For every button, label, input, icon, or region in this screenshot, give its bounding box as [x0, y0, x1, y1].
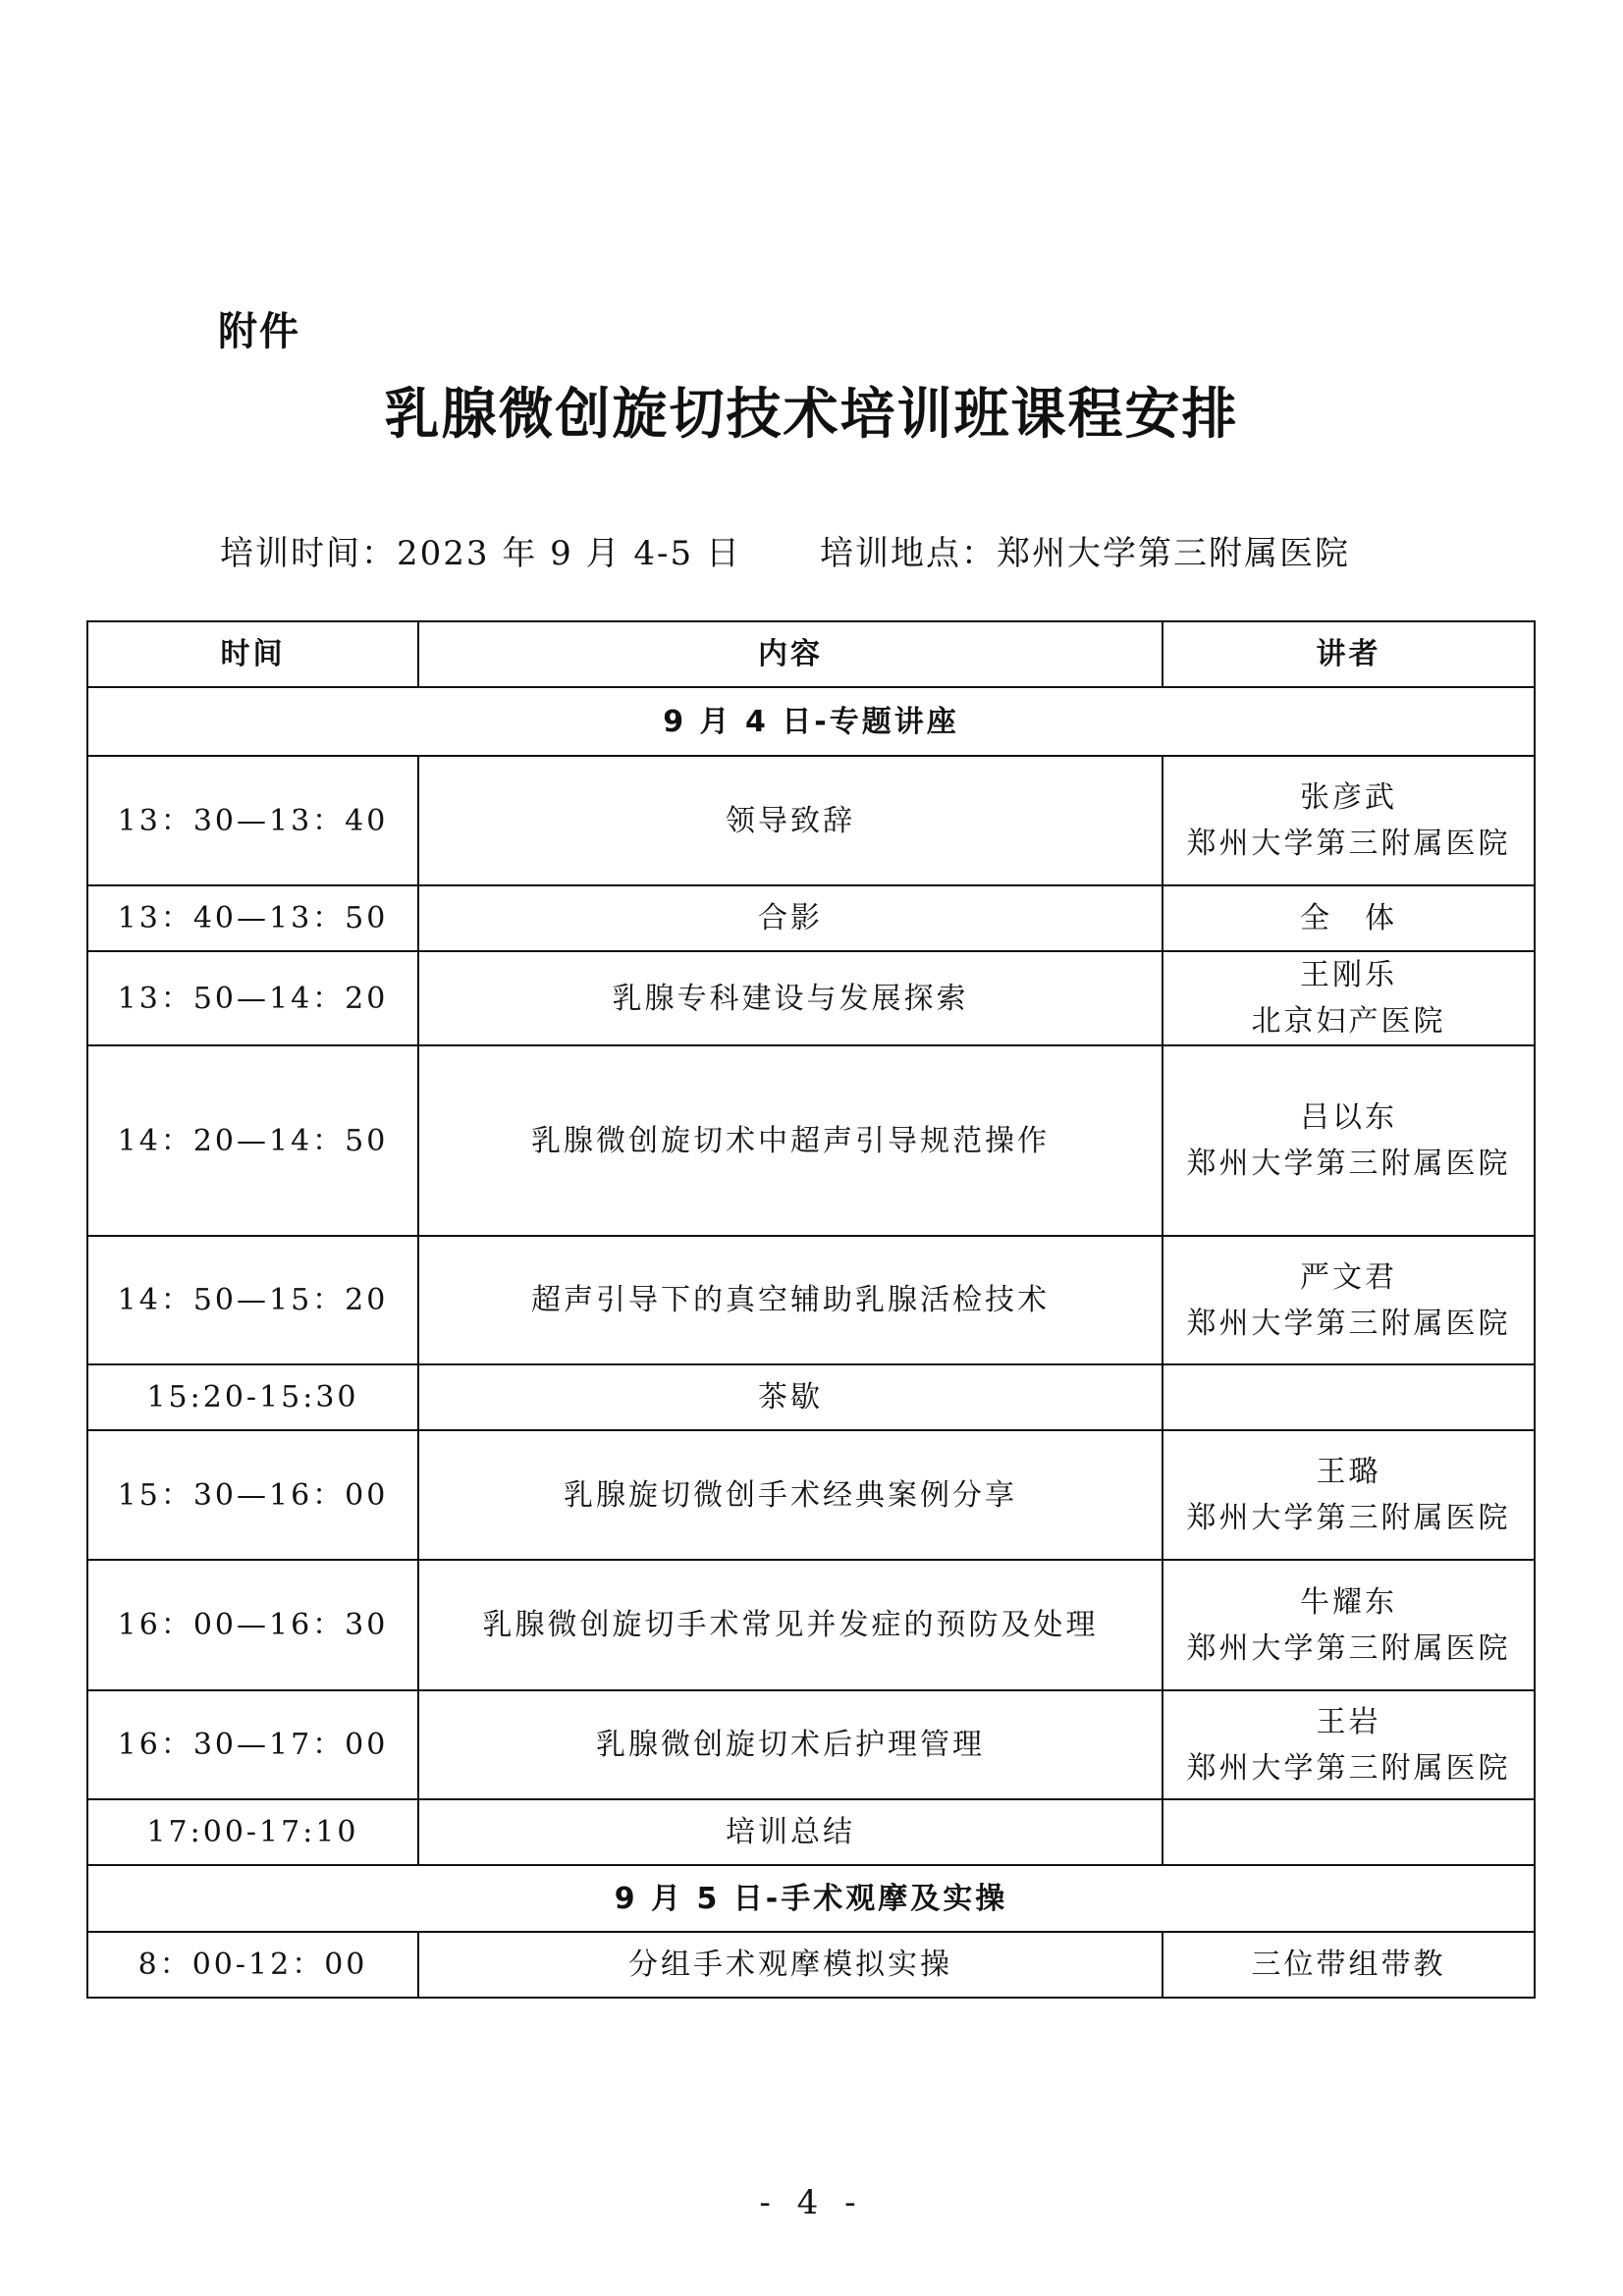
session-speaker [1163, 1236, 1535, 1364]
speaker-name: 吕以东 [1300, 1100, 1397, 1135]
session-speaker [1163, 1799, 1535, 1865]
session-content: 合影 [418, 885, 1163, 951]
speaker-name: 全 体 [1300, 901, 1397, 935]
table-row [87, 756, 1535, 885]
session-speaker [1163, 1932, 1535, 1998]
session-time: 13：40—13：50 [87, 885, 418, 951]
session-time: 15：30—16：00 [87, 1430, 418, 1560]
session-time: 16：00—16：30 [87, 1560, 418, 1690]
session-time: 13：50—14：20 [87, 951, 418, 1045]
session-content: 乳腺微创旋切术中超声引导规范操作 [418, 1045, 1163, 1236]
session-content: 分组手术观摩模拟实操 [418, 1932, 1163, 1998]
table-row [87, 1690, 1535, 1799]
session-content: 乳腺微创旋切手术常见并发症的预防及处理 [418, 1560, 1163, 1690]
table-header-row [87, 621, 1535, 687]
training-time: 培训时间：2023 年 9 月 4-5 日 [220, 534, 741, 573]
session-time: 15:20-15:30 [87, 1364, 418, 1430]
session-content: 领导致辞 [418, 756, 1163, 885]
session-speaker [1163, 885, 1535, 951]
training-meta [220, 526, 1350, 574]
table-row [87, 1560, 1535, 1690]
speaker-affiliation: 郑州大学第三附属医院 [1186, 1147, 1511, 1181]
session-speaker [1163, 1430, 1535, 1560]
table-row [87, 951, 1535, 1045]
table-row [87, 1236, 1535, 1364]
session-content: 茶歇 [418, 1364, 1163, 1430]
table-row [87, 1364, 1535, 1430]
schedule-body [87, 687, 1535, 1998]
section-title: 9 月 4 日-专题讲座 [87, 687, 1535, 756]
table-row [87, 1045, 1535, 1236]
speaker-name: 三位带组带教 [1251, 1948, 1446, 1982]
speaker-name: 严文君 [1300, 1259, 1397, 1295]
session-time: 14：50—15：20 [87, 1236, 418, 1364]
speaker-name: 王岩 [1316, 1704, 1381, 1739]
page-number: - 4 - [759, 2183, 864, 2222]
table-row [87, 885, 1535, 951]
schedule-table [86, 620, 1536, 1999]
session-speaker [1163, 1364, 1535, 1430]
speaker-affiliation: 郑州大学第三附属医院 [1186, 827, 1511, 861]
speaker-affiliation: 郑州大学第三附属医院 [1186, 1750, 1511, 1786]
session-time: 16：30—17：00 [87, 1690, 418, 1799]
session-content: 超声引导下的真空辅助乳腺活检技术 [418, 1236, 1163, 1364]
session-content: 培训总结 [418, 1799, 1163, 1865]
speaker-affiliation: 郑州大学第三附属医院 [1186, 1630, 1511, 1666]
session-speaker [1163, 1690, 1535, 1799]
session-speaker [1163, 756, 1535, 885]
speaker-affiliation: 郑州大学第三附属医院 [1186, 1306, 1511, 1341]
speaker-name: 王璐 [1316, 1455, 1381, 1489]
speaker-name: 王刚乐 [1300, 958, 1397, 992]
attachment-label: 附件 [218, 309, 300, 354]
table-row [87, 1932, 1535, 1998]
speaker-name: 张彦武 [1300, 780, 1397, 815]
column-header-speaker: 讲者 [1163, 621, 1535, 687]
table-row [87, 1799, 1535, 1865]
training-location: 培训地点：郑州大学第三附属医院 [819, 534, 1350, 573]
session-content: 乳腺专科建设与发展探索 [418, 951, 1163, 1045]
column-header-time: 时间 [87, 621, 418, 687]
session-content: 乳腺微创旋切术后护理管理 [418, 1690, 1163, 1799]
column-header-content: 内容 [418, 621, 1163, 687]
session-time: 17:00-17:10 [87, 1799, 418, 1865]
speaker-affiliation: 北京妇产医院 [1251, 1004, 1446, 1039]
session-time: 13：30—13：40 [87, 756, 418, 885]
session-speaker [1163, 1560, 1535, 1690]
section-row [87, 1865, 1535, 1932]
table-row [87, 1430, 1535, 1560]
document-title: 乳腺微创旋切技术培训班课程安排 [384, 383, 1239, 447]
section-row [87, 687, 1535, 756]
session-time: 8：00-12：00 [87, 1932, 418, 1998]
speaker-affiliation: 郑州大学第三附属医院 [1186, 1501, 1511, 1535]
speaker-name: 牛耀东 [1300, 1584, 1397, 1620]
session-speaker [1163, 1045, 1535, 1236]
section-title: 9 月 5 日-手术观摩及实操 [87, 1865, 1535, 1932]
session-speaker [1163, 951, 1535, 1045]
session-content: 乳腺旋切微创手术经典案例分享 [418, 1430, 1163, 1560]
session-time: 14：20—14：50 [87, 1045, 418, 1236]
